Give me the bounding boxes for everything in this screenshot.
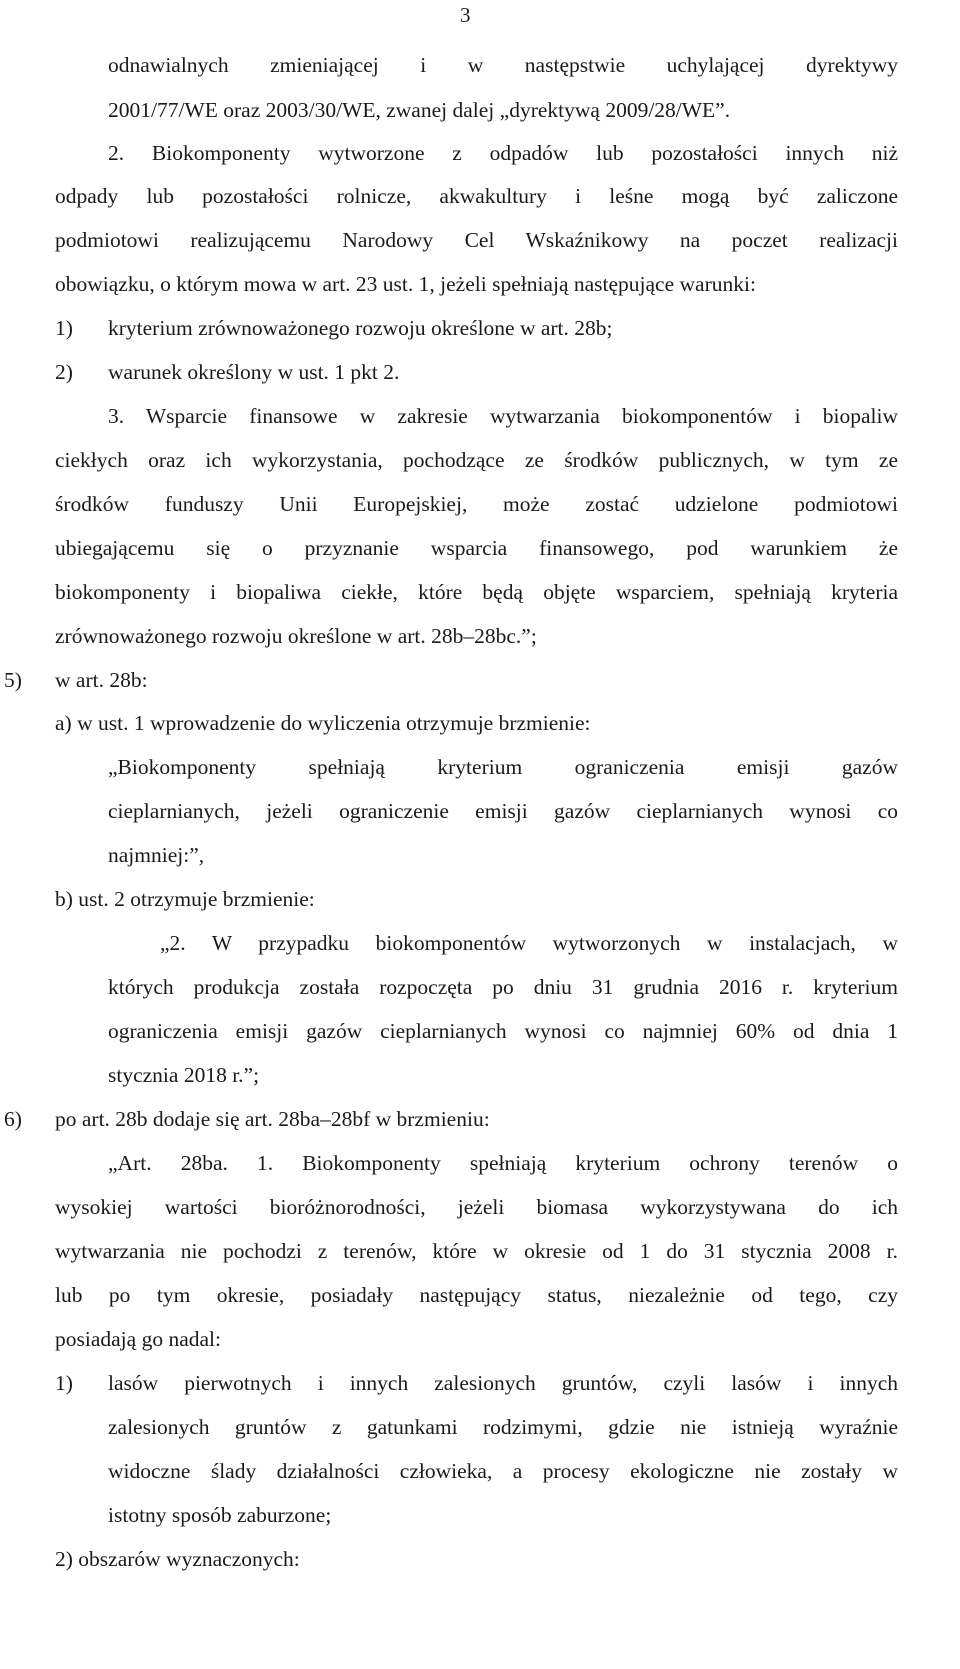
text-line: podmiotowi realizującemu Narodowy Cel Wskaźnikowy na poczet realizacji [55,230,898,252]
text-line: 2) obszarów wyznaczonych: [55,1547,300,1571]
text-line: b) ust. 2 otrzymuje brzmienie: [55,887,315,911]
text-line: „2. W przypadku biokomponentów wytworzonych w instalacjach, w [160,933,898,955]
text-line: których produkcja została rozpoczęta po dniu 31 grudnia 2016 r. kryterium [108,977,898,999]
list-number: 1) [55,1371,73,1395]
list-number: 2) [55,360,73,384]
text-line: zrównoważonego rozwoju określone w art. 28b–28bc.”; [55,624,537,648]
text-line: posiadają go nadal: [55,1327,221,1351]
text-line: odnawialnych zmieniającej i w następstwie uchylającej dyrektywy [108,55,898,77]
text-line: biokomponenty i biopaliwa ciekłe, które będą objęte wsparciem, spełniają kryteria [55,582,898,604]
text-line: istotny sposób zaburzone; [108,1503,332,1527]
text-line: wysokiej wartości bioróżnorodności, jeżeli biomasa wykorzystywana do ich [55,1197,898,1219]
page-number: 3 [460,3,471,27]
text-line: obowiązku, o którym mowa w art. 23 ust. 1, jeżeli spełniają następujące warunki: [55,272,756,296]
list-number: 6) [4,1107,22,1131]
text-line: a) w ust. 1 wprowadzenie do wyliczenia otrzymuje brzmienie: [55,711,591,735]
list-number: 1) [55,316,73,340]
text-line: ograniczenia emisji gazów cieplarnianych wynosi co najmniej 60% od dnia 1 [108,1021,898,1043]
text-line: 3. Wsparcie finansowe w zakresie wytwarzania biokomponentów i biopaliw [108,406,898,428]
list-item: lasów pierwotnych i innych zalesionych gruntów, czyli lasów i innych [108,1373,898,1395]
list-item: kryterium zrównoważonego rozwoju określone w art. 28b; [108,316,613,340]
text-line: odpady lub pozostałości rolnicze, akwakultury i leśne mogą być zaliczone [55,186,898,208]
text-line: wytwarzania nie pochodzi z terenów, które w okresie od 1 do 31 stycznia 2008 r. [55,1241,898,1263]
text-line: ubiegającemu się o przyznanie wsparcia finansowego, pod warunkiem że [55,538,898,560]
list-item: w art. 28b: [55,668,148,692]
text-line: stycznia 2018 r.”; [108,1063,260,1087]
text-line: 2001/77/WE oraz 2003/30/WE, zwanej dalej „dyrektywą 2009/28/WE”. [108,98,731,122]
list-number: 5) [4,668,22,692]
list-item: warunek określony w ust. 1 pkt 2. [108,360,400,384]
text-line: cieplarnianych, jeżeli ograniczenie emisji gazów cieplarnianych wynosi co [108,801,898,823]
text-line: lub po tym okresie, posiadały następujący status, niezależnie od tego, czy [55,1285,898,1307]
list-item: po art. 28b dodaje się art. 28ba–28bf w brzmieniu: [55,1107,490,1131]
text-line: 2. Biokomponenty wytworzone z odpadów lub pozostałości innych niż [108,143,898,165]
text-line: zalesionych gruntów z gatunkami rodzimymi, gdzie nie istnieją wyraźnie [108,1417,898,1439]
text-line: środków funduszy Unii Europejskiej, może zostać udzielone podmiotowi [55,494,898,516]
text-line: najmniej:”, [108,843,205,867]
text-line: „Art. 28ba. 1. Biokomponenty spełniają kryterium ochrony terenów o [108,1153,898,1175]
text-line: ciekłych oraz ich wykorzystania, pochodzące ze środków publicznych, w tym ze [55,450,898,472]
text-line: widoczne ślady działalności człowieka, a procesy ekologiczne nie zostały w [108,1461,898,1483]
text-line: „Biokomponenty spełniają kryterium ograniczenia emisji gazów [108,757,898,779]
